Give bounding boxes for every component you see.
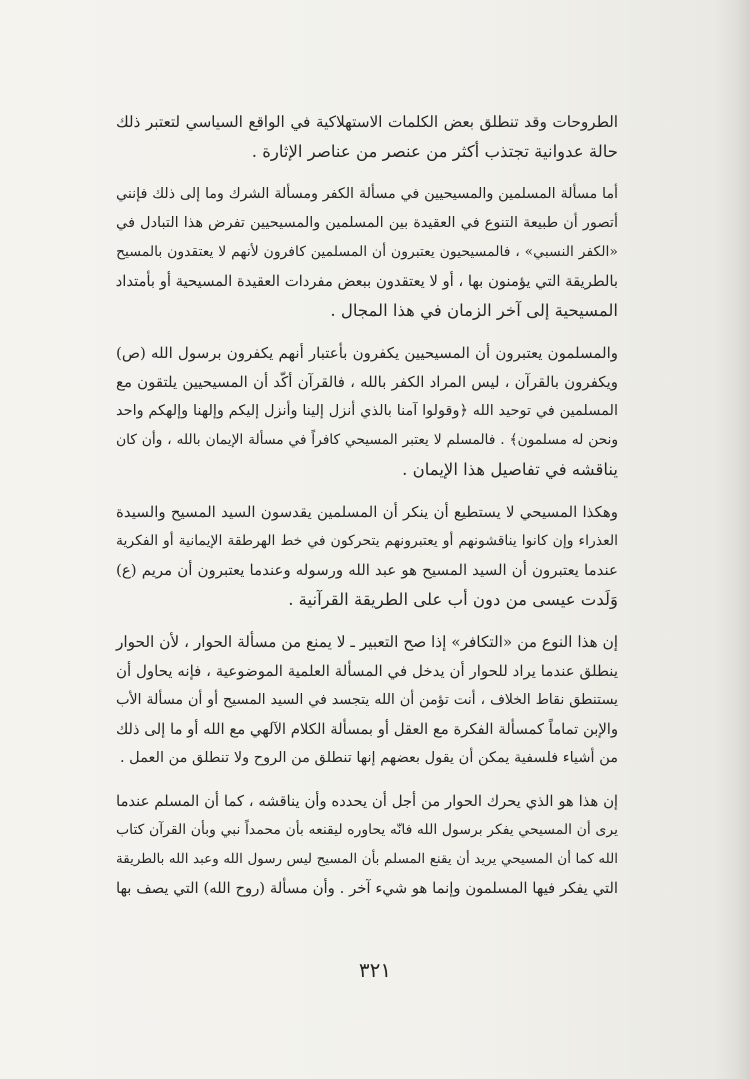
- paragraph-1: [116, 108, 632, 166]
- paragraph-3: [116, 339, 632, 484]
- text-line: ينطلق عندما يراد للحوار أن يدخل في المسألة العلمية الموضوعية ، فإنه يحاول أن: [116, 662, 618, 680]
- paragraph-5: [116, 628, 632, 773]
- text-line: الطروحات وقد تنطلق بعض الكلمات الاستهلاكية في الواقع السياسي لتعتبر ذلك: [116, 113, 618, 131]
- text-line: يستنطق نقاط الخلاف ، أنت تؤمن أن الله يتجسد في السيد المسيح أو أن مسألة الأب: [116, 692, 618, 708]
- page-number: ٣٢١: [358, 958, 392, 982]
- text-line: أتصور أن طبيعة التنوع في العقيدة بين المسلمين والمسيحيين تفرض هذا التبادل في: [116, 215, 618, 231]
- text-line: العذراء وإن كانوا يناقشونهم أو يعتبرونهم يتحركون في خط الهرطقة الإيمانية أو الفكرية: [116, 533, 618, 549]
- text-line: من أشياء فلسفية يمكن أن يقول بعضهم إنها تنطلق من الروح ولا تنطلق من العمل .: [119, 750, 618, 766]
- text-line: ويكفرون بالقرآن ، ليس المراد الكفر بالله ، فالقرآن أكّد أن المسيحيين يلتقون مع: [116, 373, 618, 391]
- body-text: [116, 108, 632, 917]
- text-line: أما مسألة المسلمين والمسيحيين في مسألة الكفر ومسألة الشرك وما إلى ذلك فإنني: [116, 186, 618, 202]
- text-line: ونحن له مسلمون﴾ . فالمسلم لا يعتبر المسيحي كافراً في مسألة الإيمان بالله ، وأن كان: [116, 432, 618, 448]
- text-line: بالطريقة التي يؤمنون بها ، أو لا يعتقدون ببعض مفردات العقيدة المسيحية أو بأمتداد: [115, 273, 618, 290]
- paragraph-4: [116, 498, 632, 614]
- text-line: يناقشه في تفاصيل هذا الإيمان .: [402, 460, 618, 479]
- text-line: وهكذا المسيحي لا يستطيع أن ينكر أن المسلمين يقدسون السيد المسيح والسيدة: [116, 503, 618, 521]
- binding-shadow: [714, 0, 750, 1079]
- text-line: إن هذا هو الذي يحرك الحوار من أجل أن يحدده وأن يناقشه ، كما أن المسلم عندما: [116, 793, 618, 810]
- text-line: والإبن تماماً كمسألة الفكرة مع العقل أو بمسألة الكلام الآلهي مع الله أو ما إلى ذلك: [116, 721, 618, 738]
- text-line: وَلَدت عيسى من دون أب على الطريقة القرآنية .: [288, 590, 618, 609]
- text-line: والمسلمون يعتبرون أن المسيحيين يكفرون بأعتبار أنهم يكفرون برسول الله (ص): [116, 344, 618, 362]
- text-line: حالة عدوانية تجتذب أكثر من عنصر من عناصر الإثارة .: [251, 142, 618, 161]
- text-line: إن هذا النوع من «التكافر» إذا صح التعبير ـ لا يمنع من مسألة الحوار ، لأن الحوار: [116, 633, 618, 651]
- text-line: المسيحية إلى آخر الزمان في هذا المجال .: [330, 301, 618, 320]
- text-line: «الكفر النسبي» ، فالمسيحيون يعتبرون أن المسلمين كافرون لأنهم لا يعتقدون بالمسيح: [116, 244, 618, 260]
- paragraph-6: [116, 787, 632, 903]
- text-line: التي يفكر فيها المسلمون وإنما هو شيء آخر . وأن مسألة (روح الله) التي يصف بها: [116, 880, 618, 897]
- text-line: الله كما أن المسيحي يريد أن يقنع المسلم بأن المسيح ليس رسول الله وعبد الله بالطريقة: [116, 851, 618, 867]
- text-line: يرى أن المسيحي يفكر برسول الله فانّه يحاوره ليقنعه بأن محمداً نبي وبأن القرآن كتاب: [116, 822, 618, 838]
- text-line: عندما يعتبرون أن السيد المسيح هو عبد الله ورسوله وعندما يعتبرون أن مريم (ع): [116, 561, 618, 579]
- paragraph-2: [116, 180, 632, 325]
- text-line: المسلمين في توحيد الله ﴿وقولوا آمنا بالذي أنزل إلينا وأنزل إليكم وإلهنا وإلهكم واحد: [116, 403, 618, 419]
